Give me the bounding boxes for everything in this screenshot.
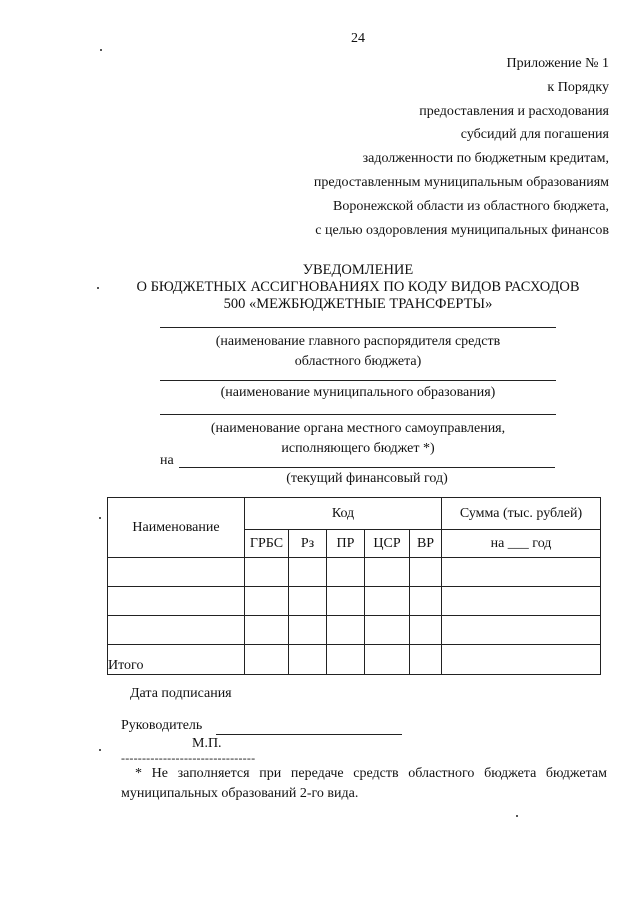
- scan-dot: [100, 49, 102, 51]
- table-cell[interactable]: [327, 587, 365, 616]
- appendix-line: задолженности по бюджетным кредитам,: [362, 151, 609, 167]
- header-name: Наименование: [108, 498, 245, 558]
- appendix-line: Воронежской области из областного бюджета,: [333, 198, 609, 214]
- table-cell[interactable]: [442, 587, 601, 616]
- appendix-line: предоставленным муниципальным образованиям: [313, 174, 609, 190]
- table-cell[interactable]: [245, 558, 289, 587]
- table-cell[interactable]: [108, 616, 245, 645]
- year-prefix: на: [160, 453, 174, 468]
- table-cell[interactable]: [442, 616, 601, 645]
- grbs-caption: [160, 332, 556, 372]
- header-code: Код: [245, 498, 442, 530]
- header-grbs: ГРБС: [245, 530, 289, 558]
- municipality-caption: (наименование муниципального образования): [220, 385, 496, 400]
- authority-caption: [160, 419, 556, 459]
- table-cell[interactable]: [365, 587, 410, 616]
- table-cell[interactable]: [410, 616, 442, 645]
- table-cell[interactable]: [365, 616, 410, 645]
- appendix-line: Приложение № 1: [506, 56, 609, 71]
- footnote-line: * Не заполняется при передаче средств областного бюджета бюджетам: [135, 766, 607, 781]
- year-caption: (текущий финансовый год): [286, 471, 448, 486]
- table-cell[interactable]: [289, 645, 327, 675]
- title-line: 500 «МЕЖБЮДЖЕТНЫЕ ТРАНСФЕРТЫ»: [223, 296, 493, 312]
- signing-date-label: Дата подписания: [130, 686, 232, 701]
- appendix-line: субсидий для погашения: [460, 127, 609, 143]
- table-cell[interactable]: [327, 558, 365, 587]
- total-label: Итого: [108, 645, 245, 675]
- head-signature-line[interactable]: [216, 734, 402, 735]
- table-cell[interactable]: [410, 587, 442, 616]
- table-header-row: [108, 498, 601, 530]
- footnote: [121, 764, 607, 804]
- authority-fill-line[interactable]: [160, 414, 556, 415]
- table-cell[interactable]: [108, 558, 245, 587]
- caption-line: (наименование органа местного самоуправления,: [210, 421, 506, 436]
- table-cell[interactable]: [289, 616, 327, 645]
- header-sum: Сумма (тыс. рублей): [442, 498, 601, 530]
- table-row: [108, 616, 601, 645]
- table-cell[interactable]: [365, 558, 410, 587]
- table-cell[interactable]: [289, 587, 327, 616]
- scan-dot: [99, 749, 101, 751]
- table-cell[interactable]: [245, 616, 289, 645]
- scan-dot: [97, 287, 99, 289]
- header-rz: Рз: [289, 530, 327, 558]
- municipality-fill-line[interactable]: [160, 380, 556, 381]
- scan-dot: [99, 517, 101, 519]
- table-cell[interactable]: [327, 645, 365, 675]
- caption-line: исполняющего бюджет *): [281, 441, 435, 456]
- table-row: [108, 558, 601, 587]
- appendix-header: [314, 52, 609, 242]
- table-cell[interactable]: [410, 645, 442, 675]
- appendix-line: предоставления и расходования: [419, 103, 609, 119]
- table-cell[interactable]: [245, 645, 289, 675]
- scan-dot: [516, 815, 518, 817]
- allocation-table: [107, 497, 601, 675]
- footnote-separator: --------------------------------: [121, 751, 256, 765]
- table-cell[interactable]: [442, 645, 601, 675]
- table-cell[interactable]: [327, 616, 365, 645]
- document-title: [0, 262, 640, 313]
- table-cell[interactable]: [410, 558, 442, 587]
- page-number: 24: [351, 31, 365, 46]
- grbs-fill-line[interactable]: [160, 327, 556, 328]
- appendix-line: с целью оздоровления муниципальных финансов: [315, 222, 609, 238]
- head-label: Руководитель: [121, 718, 203, 733]
- year-fill-line[interactable]: [179, 467, 555, 468]
- header-csr: ЦСР: [365, 530, 410, 558]
- table-cell[interactable]: [108, 587, 245, 616]
- caption-line: областного бюджета): [294, 354, 422, 369]
- table-row: [108, 587, 601, 616]
- table-cell[interactable]: [365, 645, 410, 675]
- table-cell[interactable]: [442, 558, 601, 587]
- header-vr: ВР: [410, 530, 442, 558]
- stamp-label: М.П.: [192, 736, 222, 751]
- table-cell[interactable]: [245, 587, 289, 616]
- footnote-line: муниципальных образований 2-го вида.: [121, 786, 359, 801]
- appendix-line: к Порядку: [547, 79, 609, 95]
- title-line: УВЕДОМЛЕНИЕ: [302, 262, 414, 278]
- header-sum-year: на ___ год: [442, 530, 601, 558]
- caption-line: (наименование главного распорядителя средств: [215, 334, 501, 349]
- table-total-row: [108, 645, 601, 675]
- header-pr: ПР: [327, 530, 365, 558]
- title-line: О БЮДЖЕТНЫХ АССИГНОВАНИЯХ ПО КОДУ ВИДОВ РАСХОДОВ: [136, 279, 580, 295]
- table-cell[interactable]: [289, 558, 327, 587]
